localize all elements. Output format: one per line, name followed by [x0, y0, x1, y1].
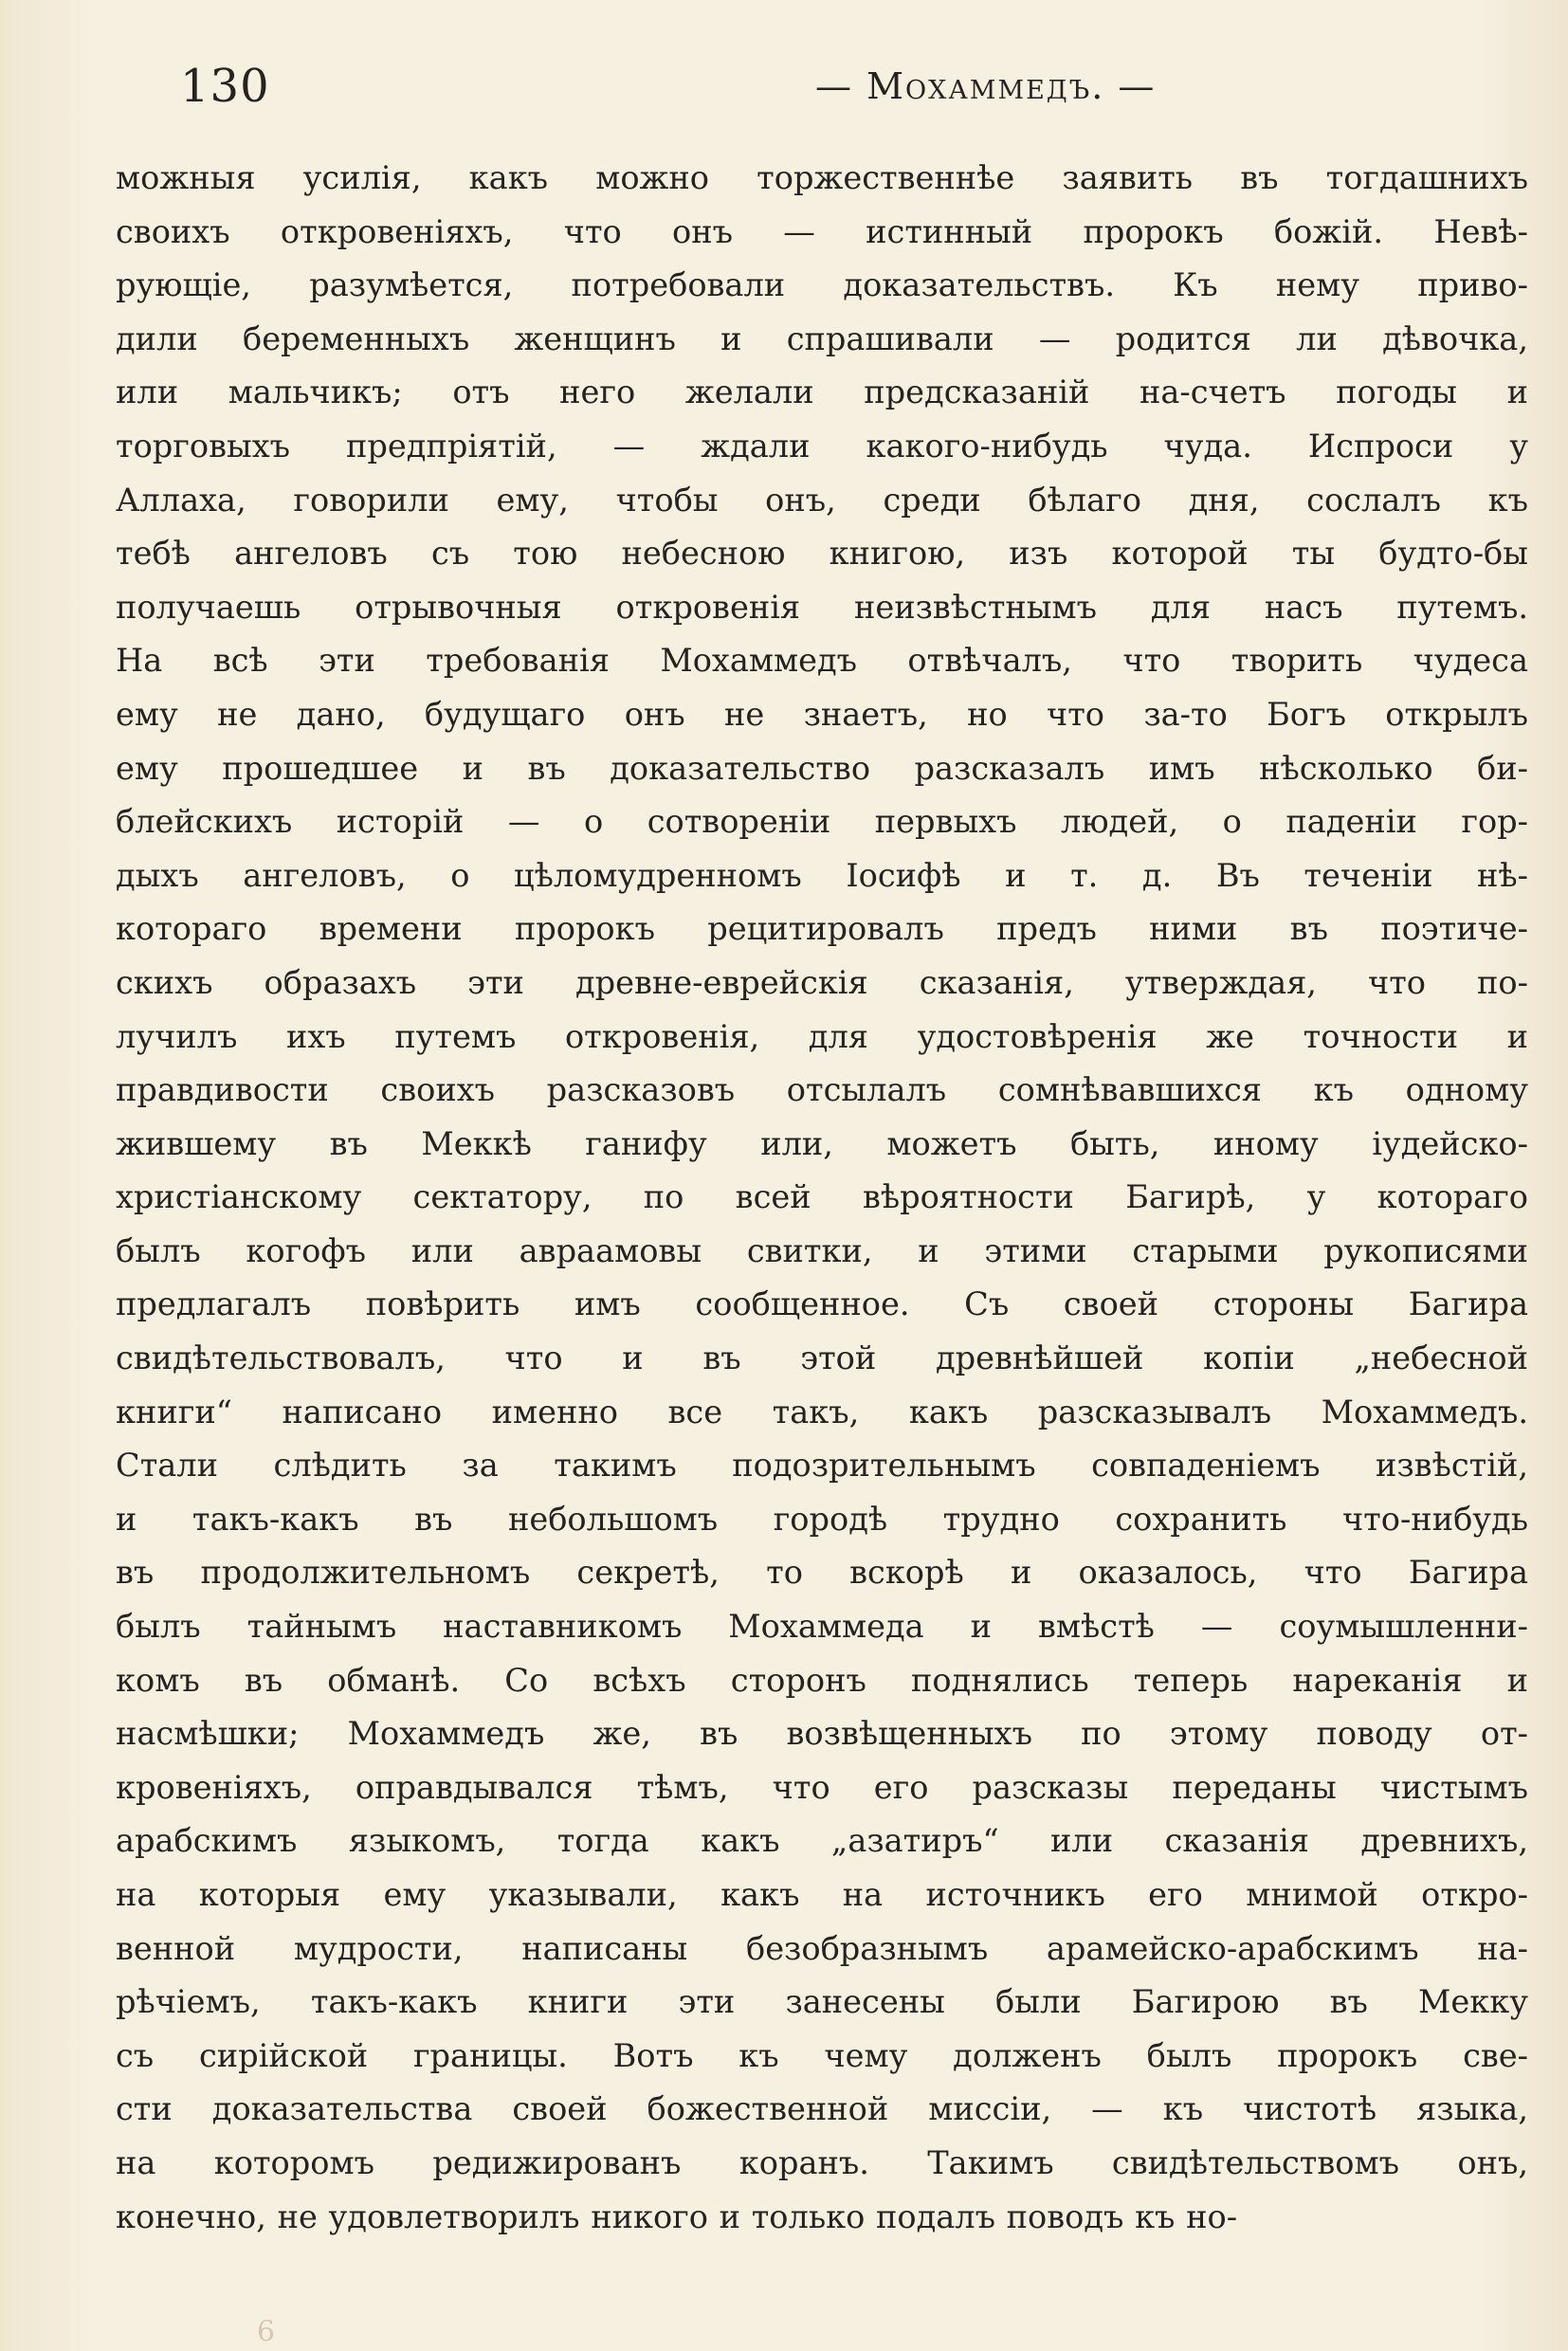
text-line: былъ тайнымъ наставникомъ Мохаммеда и вмѣстѣ — соумышленни-	[116, 1608, 1528, 1646]
text-line: на которомъ редижированъ коранъ. Такимъ свидѣтельствомъ онъ,	[116, 2143, 1528, 2181]
text-line: ему прошедшее и въ доказательство разсказалъ имъ нѣсколько би-	[116, 749, 1528, 787]
text-line: книги“ написано именно все такъ, какъ разсказывалъ Мохаммедъ.	[116, 1393, 1528, 1431]
text-line: торговыхъ предпріятій, — ждали какого-нибудь чуда. Испроси у	[116, 427, 1528, 465]
page-number: 130	[180, 60, 270, 113]
running-title: — Мохаммедъ. —	[815, 65, 1157, 107]
text-line: ему не дано, будущаго онъ не знаетъ, но что за-то Богъ открылъ	[116, 695, 1528, 733]
text-line: дыхъ ангеловъ, о цѣломудренномъ Іосифѣ и т. д. Въ теченіи нѣ-	[116, 856, 1528, 894]
text-line: съ сирійской границы. Вотъ къ чему долженъ былъ пророкъ све-	[116, 2036, 1528, 2074]
text-line: кровеніяхъ, оправдывался тѣмъ, что его разсказы переданы чистымъ	[116, 1768, 1528, 1806]
text-line: жившему въ Меккѣ ганифу или, можетъ быть, иному іудейско-	[116, 1124, 1528, 1162]
text-line: христіанскому сектатору, по всей вѣроятности Багирѣ, у котораго	[116, 1178, 1528, 1216]
text-line: получаешь отрывочныя откровенія неизвѣстнымъ для насъ путемъ.	[116, 588, 1528, 626]
text-line: правдивости своихъ разсказовъ отсылалъ сомнѣвавшихся къ одному	[116, 1071, 1528, 1109]
text-line: сти доказательства своей божественной миссіи, — къ чистотѣ языка,	[116, 2090, 1528, 2128]
text-line: венной мудрости, написаны безобразнымъ арамейско-арабскимъ на-	[116, 1929, 1528, 1967]
body-text	[116, 152, 1528, 2244]
text-line: На всѣ эти требованія Мохаммедъ отвѣчалъ, что творить чудеса	[116, 642, 1528, 680]
text-line: рующіе, разумѣется, потребовали доказательствъ. Къ нему приво-	[116, 266, 1528, 304]
text-line: арабскимъ языкомъ, тогда какъ „азатиръ“ или сказанія древнихъ,	[116, 1822, 1528, 1860]
text-line: дили беременныхъ женщинъ и спрашивали — родится ли дѣвочка,	[116, 319, 1528, 357]
text-line: конечно, не удовлетворилъ никого и только подалъ поводъ къ но-	[116, 2197, 1238, 2235]
text-line: Аллаха, говорили ему, чтобы онъ, среди бѣлаго дня, сослалъ къ	[116, 481, 1528, 519]
text-line: комъ въ обманѣ. Со всѣхъ сторонъ поднялись теперь нареканія и	[116, 1661, 1528, 1699]
text-line: или мальчикъ; отъ него желали предсказаній на-счетъ погоды и	[116, 374, 1528, 411]
text-line: на которыя ему указывали, какъ на источникъ его мнимой откро-	[116, 1876, 1528, 1913]
text-line: лучилъ ихъ путемъ откровенія, для удостовѣренія же точности и	[116, 1017, 1528, 1055]
text-line: свидѣтельствовалъ, что и въ этой древнѣйшей копіи „небесной	[116, 1340, 1528, 1377]
text-line: скихъ образахъ эти древне-еврейскія сказанія, утверждая, что по-	[116, 963, 1528, 1001]
show-through-mark-icon: 9	[256, 2312, 275, 2345]
text-line: можныя усилія, какъ можно торжественнѣе заявить въ тогдашнихъ	[116, 159, 1528, 196]
text-line: насмѣшки; Мохаммедъ же, въ возвѣщенныхъ по этому поводу от-	[116, 1715, 1528, 1753]
text-line: предлагалъ повѣрить имъ сообщенное. Съ своей стороны Багира	[116, 1285, 1528, 1323]
text-line: въ продолжительномъ секретѣ, то вскорѣ и оказалось, что Багира	[116, 1554, 1528, 1592]
page-header	[180, 53, 1507, 119]
text-line: рѣчіемъ, такъ-какъ книги эти занесены были Багирою въ Мекку	[116, 1983, 1528, 2021]
text-line: тебѣ ангеловъ съ тою небесною книгою, изъ которой ты будто-бы	[116, 535, 1528, 573]
text-line: и такъ-какъ въ небольшомъ городѣ трудно сохранить что-нибудь	[116, 1500, 1528, 1538]
text-line: былъ когофъ или авраамовы свитки, и этими старыми рукописями	[116, 1231, 1528, 1269]
text-line: Стали слѣдить за такимъ подозрительнымъ совпаденіемъ извѣстій,	[116, 1447, 1528, 1485]
text-line: своихъ откровеніяхъ, что онъ — истинный пророкъ божій. Невѣ-	[116, 212, 1528, 250]
text-line: котораго времени пророкъ рецитировалъ предъ ними въ поэтиче-	[116, 910, 1528, 948]
text-line: блейскихъ исторій — о сотвореніи первыхъ людей, о паденіи гор-	[116, 803, 1528, 841]
